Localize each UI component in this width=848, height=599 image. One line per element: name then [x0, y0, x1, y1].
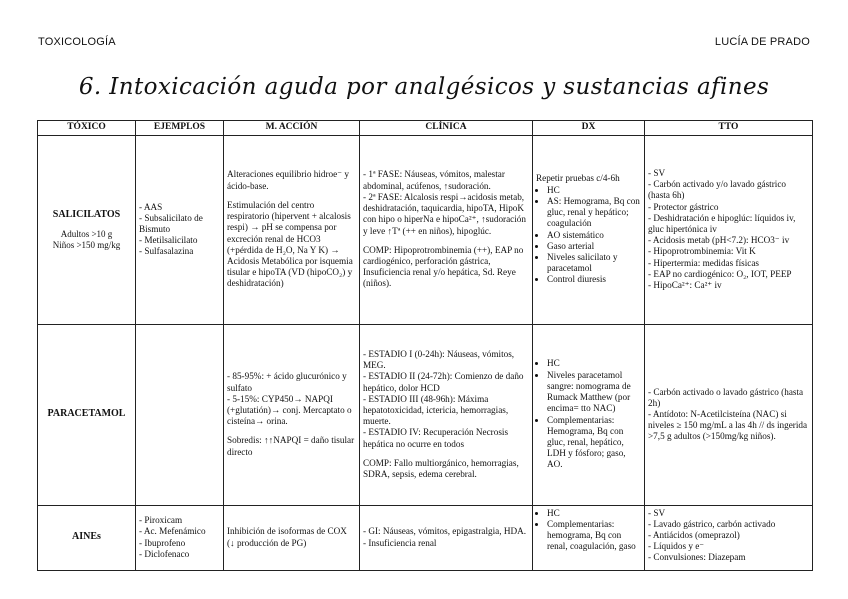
clinica-stage: - ESTADIO IV: Recuperación Necrosis hepática no ocurre en todos	[363, 427, 509, 449]
clinica-complications: COMP: Fallo multiorgánico, hemorragias, SDRA, sepsis, edema cerebral.	[363, 457, 519, 480]
col-header-tto: TTO	[645, 121, 813, 136]
tto-item: - Carbón activado o lavado gástrico (hasta 2h)	[648, 386, 804, 408]
toxico-name: SALICILATOS	[52, 208, 121, 220]
ejemplo-item: - Piroxicam	[139, 515, 183, 526]
accion-text: - 85-95%: + ácido glucurónico y sulfato	[227, 371, 347, 393]
tto-antidote: - Antídoto: N-Acetilcisteína (NAC) si niveles ≥ 150 mg/mL a las 4h // ds ingerida >7,5 g adultos (>150mg/kg niños).	[648, 408, 808, 442]
tto-item: - Hipertermia: medidas físicas	[648, 257, 759, 268]
table-row-aines	[38, 505, 813, 570]
col-header-dx: DX	[533, 121, 645, 136]
tto-item: - SV	[648, 507, 666, 518]
dx-item: • Niveles salicilato y paracetamol	[547, 252, 641, 274]
tto-item: - Líquidos y e⁻	[648, 541, 705, 552]
col-header-toxico: TÓXICO	[38, 121, 136, 136]
cell-dx	[533, 135, 645, 324]
accion-text: Sobredis: ↑↑NAPQI = daño tisular directo	[227, 435, 355, 457]
dx-list	[536, 508, 641, 553]
tto-item: - Acidosis metab (pH<7.2): HCO3⁻ iv	[648, 235, 790, 246]
clinica-stage: - ESTADIO III (48-96h): Máxima hepatotoxicidad, ictericia, hemorragias, muerte.	[363, 393, 509, 427]
accion-text: Inhibición de isoformas de COX (↓ producción de PG)	[227, 526, 347, 548]
clinica-text: - GI: Náuseas, vómitos, epigastralgia, HDA.	[363, 526, 527, 537]
ejemplo-item: - Metilsalicilato	[139, 235, 198, 246]
toxico-dose-children: Niños >150 mg/kg	[52, 239, 121, 250]
toxico-dose-adults: Adultos >10 g	[60, 228, 113, 239]
dx-item: • Control diuresis	[547, 274, 641, 285]
cell-toxico	[38, 135, 136, 324]
toxicology-table	[37, 120, 813, 571]
dx-intro: Repetir pruebas c/4-6h	[536, 173, 620, 184]
dx-item: • HC	[547, 508, 641, 519]
cell-dx	[533, 505, 645, 570]
dx-item: • HC	[547, 358, 641, 369]
tto-item: - Antiácidos (omeprazol)	[648, 530, 740, 541]
table-row-paracetamol	[38, 324, 813, 505]
dx-item: • AO sistemático	[547, 230, 641, 241]
table-row-salicilatos	[38, 135, 813, 324]
accion-text: - 5-15%: CYP450→ NAPQI (+glutatión)→ conj. Mercaptato o cisteína→ orina.	[227, 393, 352, 427]
dx-item: • AS: Hemograma, Bq con gluc, renal y hepático; coagulación	[547, 196, 641, 230]
tto-item: - EAP no cardiogénico: O₂, IOT, PEEP	[648, 268, 792, 279]
table-header-row	[38, 121, 813, 136]
ejemplo-item: - Sulfasalazina	[139, 246, 194, 257]
ejemplo-item: - Ibuprofeno	[139, 537, 186, 548]
cell-toxico	[38, 324, 136, 505]
ejemplo-item: - Ac. Mefenámico	[139, 526, 206, 537]
toxico-name: PARACETAMOL	[47, 408, 126, 420]
tto-item: - Hipoprotrombinemia: Vit K	[648, 246, 756, 257]
cell-accion	[224, 505, 360, 570]
cell-dx	[533, 324, 645, 505]
clinica-stage: - ESTADIO II (24-72h): Comienzo de daño hepático, dolor HCD	[363, 371, 524, 393]
dx-list	[536, 358, 641, 470]
cell-ejemplos	[136, 505, 224, 570]
dx-item: • Gaso arterial	[547, 241, 641, 252]
header-right-author: LUCÍA DE PRADO	[714, 36, 810, 48]
col-header-clinica: CLÍNICA	[360, 121, 533, 136]
toxico-name: AINEs	[72, 531, 101, 543]
accion-text: Estimulación del centro respiratorio (hipervent + alcalosis respi) → pH se compensa por excreción renal de HCO3 (+pérdida de H₂O, Na Y K) → Acidosis Metabólica por isquemia tisular e hipoTA (VD (hipoCO₂) y deshidratación)	[227, 199, 353, 289]
header-left-subject: TOXICOLOGÍA	[38, 36, 116, 48]
clinica-complications: COMP: Hipoprotrombinemia (++), EAP no cardiogénico, perforación gástrica, Insuficiencia renal y/o hepática, Sd. Reye (niños).	[363, 244, 524, 289]
tto-item: - Carbón activado y/o lavado gástrico (hasta 6h)	[648, 179, 787, 201]
clinica-text: - Insuficiencia renal	[363, 537, 437, 548]
cell-tto	[645, 135, 813, 324]
cell-toxico	[38, 505, 136, 570]
cell-accion	[224, 324, 360, 505]
accion-text: Alteraciones equilibrio hidroe⁻ y ácido-base.	[227, 169, 349, 191]
tto-item: - Deshidratación e hipoglúc: líquidos iv, gluc hipertónica iv	[648, 212, 796, 234]
page-title: 6. Intoxicación aguda por analgésicos y sustancias afines	[78, 74, 770, 100]
dx-item: • Complementarias: hemograma, Bq con renal, coagulación, gaso	[547, 519, 641, 553]
dx-item: • HC	[547, 185, 641, 196]
cell-tto	[645, 324, 813, 505]
tto-item: - Protector gástrico	[648, 201, 719, 212]
tto-item: - SV	[648, 167, 666, 178]
ejemplo-item: - AAS	[139, 201, 163, 212]
ejemplo-item: - Diclofenaco	[139, 548, 190, 559]
tto-item: - HipoCa²⁺: Ca²⁺ iv	[648, 280, 722, 291]
col-header-accion: M. ACCIÓN	[224, 121, 360, 136]
cell-clinica	[360, 324, 533, 505]
dx-item: • Complementarias: Hemograma, Bq con gluc, renal, hepático, LDH y fósforo; gaso, AO.	[547, 415, 641, 471]
cell-tto	[645, 505, 813, 570]
cell-clinica	[360, 135, 533, 324]
col-header-ejemplos: EJEMPLOS	[136, 121, 224, 136]
cell-ejemplos	[136, 135, 224, 324]
cell-accion	[224, 135, 360, 324]
clinica-text: - 1ª FASE: Náuseas, vómitos, malestar abdominal, acúfenos, ↑sudoración.	[363, 169, 505, 191]
cell-ejemplos	[136, 324, 224, 505]
cell-clinica	[360, 505, 533, 570]
clinica-stage: - ESTADIO I (0-24h): Náuseas, vómitos, MEG.	[363, 348, 515, 371]
tto-item: - Convulsiones: Diazepam	[648, 552, 746, 563]
dx-list	[536, 185, 641, 286]
dx-item: • Niveles paracetamol sangre: nomograma de Rumack Matthew (por encima= tto NAC)	[547, 370, 641, 415]
tto-item: - Lavado gástrico, carbón activado	[648, 518, 776, 529]
ejemplo-item: - Subsalicilato de Bismuto	[139, 212, 203, 234]
clinica-text: - 2ª FASE: Alcalosis respi→acidosis metab, deshidratación, taquicardia, hipoTA, HipoK con hipo o hiperNa e hipoCa²⁺, ↑sudoración y leve ↑Tª (++ en niños), hipoglúc.	[363, 191, 526, 236]
